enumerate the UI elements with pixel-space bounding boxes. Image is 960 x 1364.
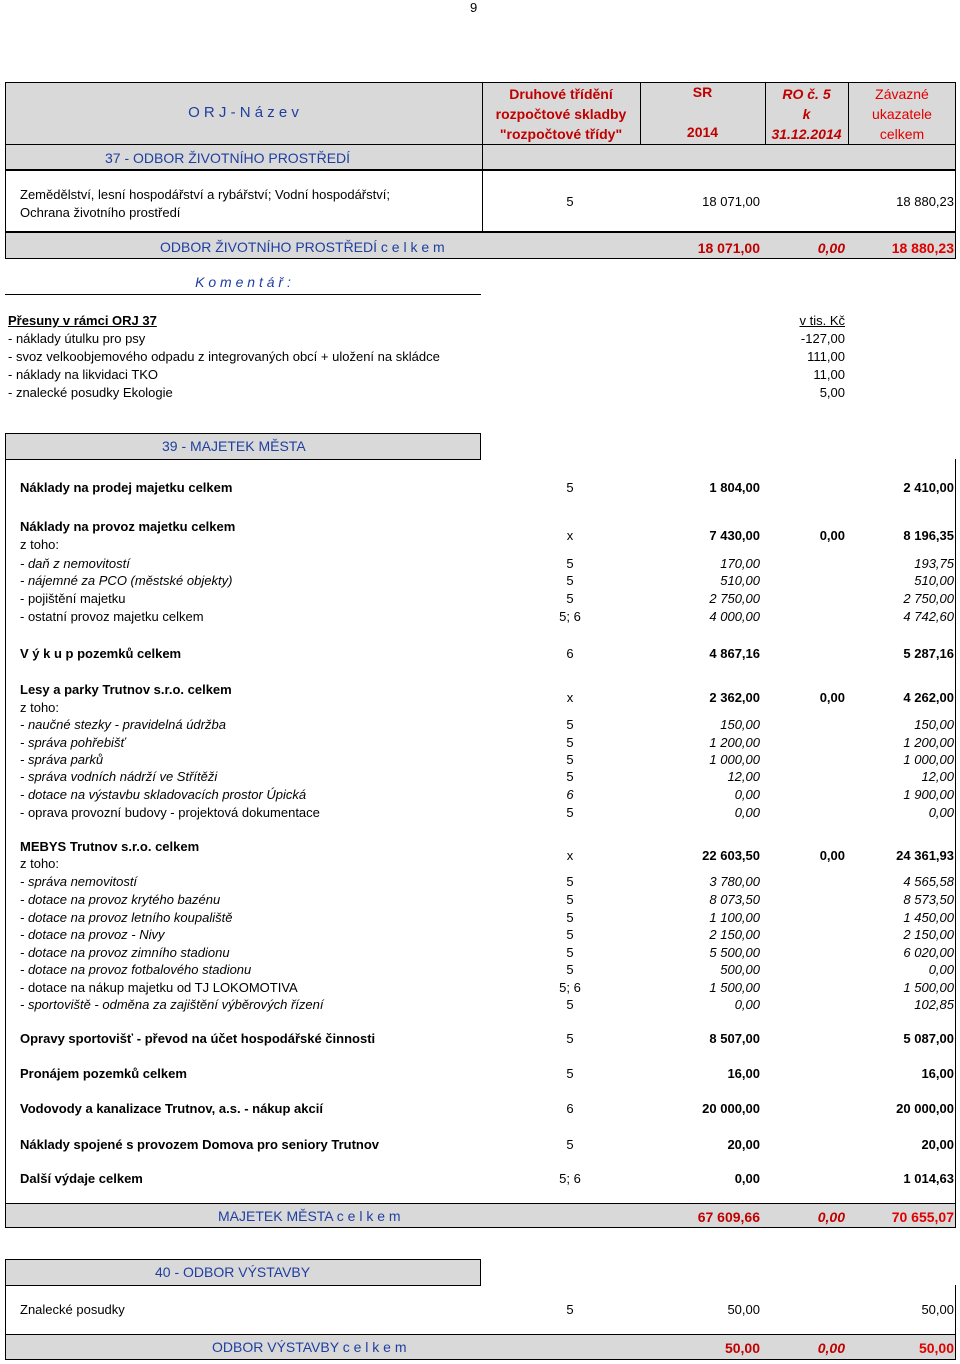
ztoho-label: z toho:: [20, 700, 60, 715]
col-sr-header: SR 2014: [686, 84, 719, 140]
page-number: 9: [470, 0, 478, 15]
table-row: MEBYS Trutnov s.r.o. celkem: [20, 839, 200, 854]
sec40-title: 40 - ODBOR VÝSTAVBY: [155, 1264, 311, 1280]
table-row: - dotace na provoz krytého bazénu 5 8 073,50 8 573,50: [20, 892, 954, 907]
table-row: V ý k u p pozemků celkem 6 4 867,16 5 287,16: [20, 646, 954, 661]
table-row-values: x 22 603,50 0,00 24 361,93: [566, 848, 954, 863]
table-row: Náklady spojené s provozem Domova pro seniory Trutnov 5 20,00 20,00: [20, 1137, 954, 1152]
table-row: Vodovody a kanalizace Trutnov, a.s. - nákup akcií 6 20 000,00 20 000,00: [20, 1101, 954, 1116]
table-row: Náklady na prodej majetku celkem 5 1 804,00 2 410,00: [20, 480, 954, 495]
sec37-item-class: 5: [566, 194, 574, 209]
table-row: - dotace na provoz zimního stadionu 5 5 500,00 6 020,00: [20, 945, 954, 960]
comment-box: K o m e n t á ř :: [5, 274, 481, 295]
table-row: - nájemné za PCO (městské objekty) 5 510,00 510,00: [20, 573, 954, 588]
transfers-title: Přesuny v rámci ORJ 37: [8, 313, 157, 328]
table-row-values: x 7 430,00 0,00 8 196,35: [566, 528, 954, 543]
table-row: - sportoviště - odměna za zajištění výběrových řízení 5 0,00 102,85: [20, 997, 954, 1012]
sec37-item-zu: 18 880,23: [896, 194, 954, 209]
table-row: - dotace na nákup majetku od TJ LOKOMOTIVA 5; 6 1 500,00 1 500,00: [20, 980, 954, 995]
col-zu-header: Závazné ukazatele celkem: [872, 86, 932, 142]
table-row: Znalecké posudky 5 50,00 50,00: [20, 1302, 954, 1317]
table-row: - dotace na provoz - Nivy 5 2 150,00 2 150,00: [20, 927, 954, 942]
table-row: - správa nemovitostí 5 3 780,00 4 565,58: [20, 874, 954, 889]
sec37-total-ro: 0,00: [817, 240, 845, 256]
table-row: - dotace na provoz fotbalového stadionu 5 500,00 0,00: [20, 962, 954, 977]
table-row: - ostatní provoz majetku celkem 5; 6 4 000,00 4 742,60: [20, 609, 954, 624]
table-row: - naučné stezky - pravidelná údržba 5 150,00 150,00: [20, 717, 954, 732]
ztoho-label: z toho:: [20, 856, 60, 871]
ztoho-label: z toho:: [20, 537, 60, 552]
transfers-unit: v tis. Kč: [799, 313, 845, 328]
table-row-values: x 2 362,00 0,00 4 262,00: [566, 690, 954, 705]
dept-title: 37 - ODBOR ŽIVOTNÍHO PROSTŘEDÍ: [105, 150, 351, 166]
sec37-total-sr: 18 071,00: [697, 240, 760, 256]
table-row: - dotace na provoz letního koupaliště 5 1 100,00 1 450,00: [20, 910, 954, 925]
list-item: - náklady na likvidaci TKO 11,00: [8, 367, 845, 382]
col-ro-header: RO č. 5 k 31.12.2014: [771, 86, 842, 142]
sec39-title: 39 - MAJETEK MĚSTA: [162, 438, 306, 454]
sec37-total-label: ODBOR ŽIVOTNÍHO PROSTŘEDÍ c e l k e m: [160, 239, 445, 255]
list-item: - svoz velkoobjemového odpadu z integrovaných obcí + uložení na skládce 111,00: [8, 349, 845, 364]
table-row: Pronájem pozemků celkem 5 16,00 16,00: [20, 1066, 954, 1081]
table-row: - oprava provozní budovy - projektová dokumentace 5 0,00 0,00: [20, 805, 954, 820]
table-row: Opravy sportovišť - převod na účet hospodářské činnosti 5 8 507,00 5 087,00: [20, 1031, 954, 1046]
table-row: - pojištění majetku 5 2 750,00 2 750,00: [20, 591, 954, 606]
sec39-total-zu: 70 655,07: [891, 1209, 954, 1225]
table-row: - správa pohřebišť 5 1 200,00 1 200,00: [20, 735, 954, 750]
sec40-total-ro: 0,00: [817, 1340, 845, 1356]
table-row: - dotace na výstavbu skladovacích prostor Úpická 6 0,00 1 900,00: [20, 787, 954, 802]
sec39-total-label: MAJETEK MĚSTA c e l k e m: [218, 1208, 401, 1224]
sec40-total-label: ODBOR VÝSTAVBY c e l k e m: [212, 1339, 407, 1355]
sec40-total-sr: 50,00: [724, 1340, 760, 1356]
list-item: - znalecké posudky Ekologie 5,00: [8, 385, 845, 400]
sec37-item-text: Zemědělství, lesní hospodářství a rybářství; Vodní hospodářství; Ochrana životního prostředí: [20, 187, 390, 220]
sec37-item-sr: 18 071,00: [702, 194, 760, 209]
sec39-total-sr: 67 609,66: [697, 1209, 760, 1225]
sec37-total-zu: 18 880,23: [891, 240, 954, 256]
orj-label: O R J - N á z e v: [188, 104, 299, 121]
table-row: Náklady na provoz majetku celkem: [20, 519, 236, 534]
sec40-total-zu: 50,00: [918, 1340, 954, 1356]
list-item: - náklady útulku pro psy -127,00: [8, 331, 845, 346]
table-row: - správa parků 5 1 000,00 1 000,00: [20, 752, 954, 767]
table-row: - správa vodních nádrží ve Střítěži 5 12,00 12,00: [20, 769, 954, 784]
sec39-total-ro: 0,00: [817, 1209, 845, 1225]
table-row: Další výdaje celkem 5; 6 0,00 1 014,63: [20, 1171, 954, 1186]
table-row: - daň z nemovitostí 5 170,00 193,75: [20, 556, 954, 571]
table-row: Lesy a parky Trutnov s.r.o. celkem: [20, 682, 232, 697]
col-class-header: Druhové třídění rozpočtové skladby "rozpočtové třídy": [495, 86, 627, 142]
